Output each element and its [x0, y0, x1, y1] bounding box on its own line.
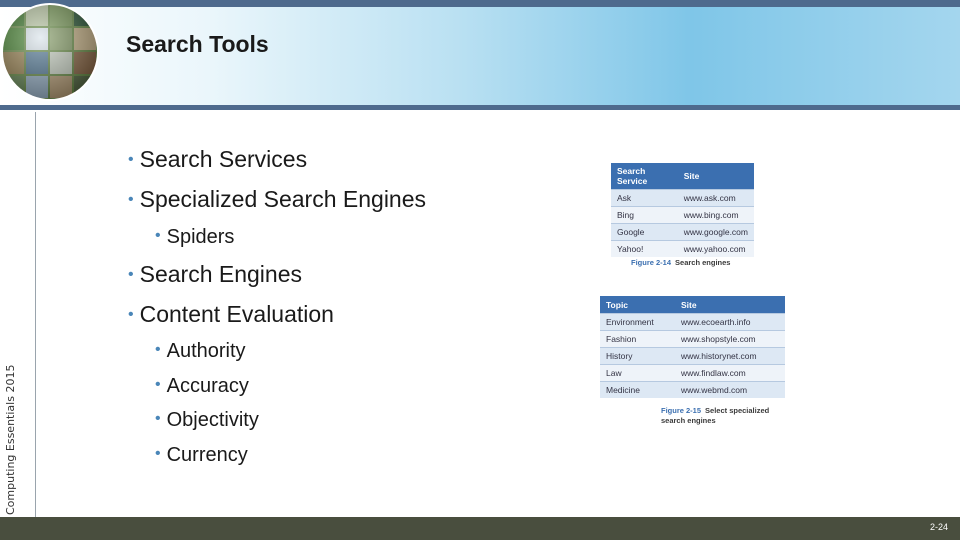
table-cell: www.ask.com	[678, 190, 754, 207]
bullet-text: Search Services	[139, 146, 308, 172]
table-row	[600, 365, 785, 382]
table-cell: www.google.com	[678, 224, 754, 241]
column-header: Search Service	[611, 163, 678, 190]
sub-bullet-item	[155, 226, 234, 249]
table-row	[611, 241, 754, 258]
table-row	[600, 314, 785, 331]
bullet-text: Currency	[166, 444, 248, 466]
table-header-row	[611, 163, 754, 190]
table-row	[611, 207, 754, 224]
table-cell: Law	[600, 365, 675, 382]
bullet-text: Specialized Search Engines	[139, 186, 427, 212]
bullet-item	[128, 261, 302, 288]
figure-caption	[661, 406, 781, 426]
column-header: Site	[678, 163, 754, 190]
figure-number: Figure 2-14	[631, 258, 672, 267]
table-cell: Environment	[600, 314, 675, 331]
figure-caption-text: Search engines	[675, 258, 731, 267]
table-cell: www.webmd.com	[675, 382, 785, 399]
table-cell: Google	[611, 224, 678, 241]
banner-divider	[0, 105, 960, 110]
table-cell: Bing	[611, 207, 678, 224]
column-header: Topic	[600, 296, 675, 314]
bullet-dot-icon: •	[155, 376, 161, 393]
bullet-dot-icon: •	[155, 410, 161, 427]
bullet-dot-icon: •	[155, 227, 161, 244]
bullet-text: Spiders	[166, 226, 235, 248]
bullet-dot-icon: •	[128, 151, 134, 168]
bullet-text: Search Engines	[139, 261, 302, 287]
table-cell: History	[600, 348, 675, 365]
figure-number: Figure 2-15	[661, 406, 702, 415]
table-cell: Ask	[611, 190, 678, 207]
page-number: 2-24	[929, 522, 948, 532]
table-cell: www.bing.com	[678, 207, 754, 224]
table-cell: www.shopstyle.com	[675, 331, 785, 348]
sub-bullet-item	[155, 340, 246, 363]
bullet-dot-icon: •	[155, 341, 161, 358]
search-engines-table	[611, 163, 754, 257]
table-cell: Yahoo!	[611, 241, 678, 258]
photo-globe-icon	[0, 0, 104, 108]
sub-bullet-item	[155, 409, 259, 432]
table-header-row	[600, 296, 785, 314]
table-row	[600, 331, 785, 348]
table-row	[600, 382, 785, 399]
table-row	[600, 348, 785, 365]
side-divider	[35, 112, 36, 518]
table-cell: www.findlaw.com	[675, 365, 785, 382]
table-cell: www.ecoearth.info	[675, 314, 785, 331]
sub-bullet-item	[155, 444, 248, 467]
bullet-text: Objectivity	[166, 409, 259, 431]
bullet-text: Accuracy	[166, 375, 249, 397]
figure-caption-text: Select specialized search engines	[661, 406, 770, 425]
table-cell: Medicine	[600, 382, 675, 399]
bullet-item	[128, 186, 426, 213]
specialized-search-engines-table	[600, 296, 785, 398]
bullet-dot-icon: •	[128, 306, 134, 323]
bullet-item	[128, 146, 307, 173]
top-strip	[0, 0, 960, 7]
column-header: Site	[675, 296, 785, 314]
bullet-text: Content Evaluation	[139, 301, 334, 327]
sub-bullet-item	[155, 375, 249, 398]
bullet-item	[128, 301, 334, 328]
slide-title: Search Tools	[126, 31, 269, 57]
figure-caption	[631, 258, 730, 268]
side-label: Computing Essentials 2015	[4, 364, 17, 515]
table-cell: Fashion	[600, 331, 675, 348]
table-cell: www.historynet.com	[675, 348, 785, 365]
bullet-dot-icon: •	[128, 266, 134, 283]
bullet-dot-icon: •	[155, 445, 161, 462]
bullet-dot-icon: •	[128, 191, 134, 208]
table-row	[611, 190, 754, 207]
footer-bar	[0, 517, 960, 540]
table-row	[611, 224, 754, 241]
table-cell: www.yahoo.com	[678, 241, 754, 258]
bullet-text: Authority	[166, 340, 246, 362]
